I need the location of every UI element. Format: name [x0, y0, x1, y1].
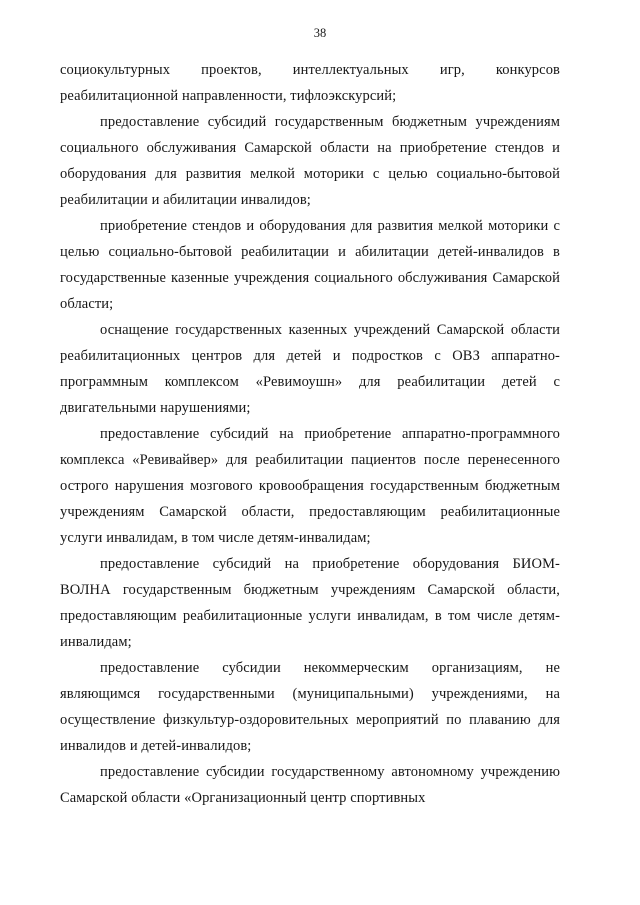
paragraph-7: предоставление субсидии некоммерческим организациям, не являющимся государственными (муниципальными) учреждениями, на осуществление физкультур-оздоровительных мероприятий по плаванию для инвалидов и детей-инвалидов;	[60, 660, 560, 754]
paragraph-6: предоставление субсидий на приобретение оборудования БИОМ-ВОЛНА государственным бюджетным учреждениям Самарской области, предоставляющим реабилитационные услуги инвалидам, в том числе детям-инвалидам;	[60, 556, 560, 650]
document-body	[60, 57, 560, 811]
paragraph-8: предоставление субсидии государственному автономному учреждению Самарской области «Организационный центр спортивных	[60, 764, 560, 806]
paragraph-3: приобретение стендов и оборудования для развития мелкой моторики с целью социально-бытовой реабилитации и абилитации детей-инвалидов в государственные казенные учреждения социального обслуживания Самарской области;	[60, 218, 560, 312]
paragraph-1: социокультурных проектов, интеллектуальных игр, конкурсов реабилитационной направленности, тифлоэкскурсий;	[60, 62, 560, 104]
paragraph-4: оснащение государственных казенных учреждений Самарской области реабилитационных центров для детей и подростков с ОВЗ аппаратно-программным комплексом «Ревимоушн» для реабилитации детей с двигательными нарушениями;	[60, 322, 560, 416]
paragraph-5: предоставление субсидий на приобретение аппаратно-программного комплекса «Ревивайвер» для реабилитации пациентов после перенесенного острого нарушения мозгового кровообращения государственным бюджетным учреждениям Самарской области, предоставляющим реабилитационные услуги инвалидам, в том числе детям-инвалидам;	[60, 426, 560, 546]
page-number: 38	[313, 26, 327, 40]
paragraph-2: предоставление субсидий государственным бюджетным учреждениям социального обслуживания Самарской области на приобретение стендов и оборудования для развития мелкой моторики с целью социально-бытовой реабилитации и абилитации инвалидов;	[60, 114, 560, 208]
